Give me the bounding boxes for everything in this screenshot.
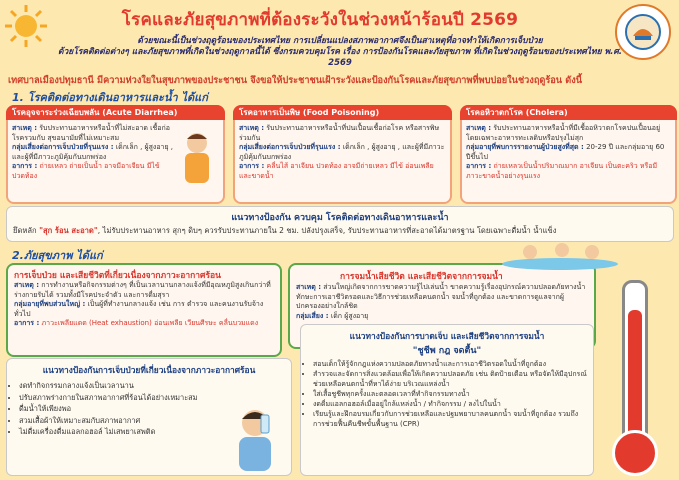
list-item: • ไม่ดื่มเครื่องดื่มแอลกอฮอล์ ไม่เสพยาเสพติด <box>19 426 221 438</box>
cause-text: รับประทานอาหารหรือน้ำที่ปนเปื้อนเชื้อก่อโรค หรือสารพิษร่วมกัน <box>239 124 440 142</box>
symptom-text: ถ่ายเหลวเป็นน้ำปริมาณมาก อาเจียน เป็นตะคริว หรือมีภาวะขาดน้ำอย่างรุนแรง <box>466 162 658 180</box>
person-drinking-water-illustration <box>225 401 285 471</box>
cause-text: รับประทานอาหารหรือน้ำที่ไม่สะอาด เชื้อก่อโรครวมกับ สุขอนามัยที่ไม่เหมาะสม <box>12 124 170 142</box>
symptom-label: อาการ : <box>14 319 40 327</box>
disease-card-diarrhea <box>6 105 225 204</box>
section1-title: 1. โรคติดต่อทางเดินอาหารและน้ำ ได้แก่ <box>12 91 208 104</box>
prevention-drowning-motto: "ชูชีพ กฎ จดตื้น" <box>412 346 482 356</box>
symptom-text: ถ่ายเหลว ถ่ายเป็นน้ำ อาจมีอาเจียน มีไข้ ปวดท้อง <box>12 162 160 180</box>
cause-label: สาเหตุ : <box>296 283 321 291</box>
cause-label: สาเหตุ : <box>14 281 39 289</box>
risk-text: เด็กเล็ก , ผู้สูงอายุ , และผู้ที่มีภาวะภูมิคุ้มกันบกพร่อง <box>239 143 445 161</box>
card-title: โรคอุจจาระร่วงเฉียบพลัน (Acute Diarrhea) <box>6 105 225 120</box>
prevention-food-motto: "สุก ร้อน สะอาด" <box>39 226 98 235</box>
heat-card-title: การเจ็บป่วย และเสียชีวิตที่เกี่ยวเนื่องจากภาวะอากาศร้อน <box>14 271 221 281</box>
symptom-text: คลื่นไส้ อาเจียน ปวดท้อง อาจมีถ่ายเหลว มีไข้ อ่อนเพลีย และขาดน้ำ <box>239 162 434 180</box>
prevention-food-title: แนวทางป้องกัน ควบคุม โรคติดต่อทางเดินอาหารและน้ำ <box>231 213 449 223</box>
cause-label: สาเหตุ : <box>239 124 264 132</box>
list-item: • ใส่เสื้อชูชีพทุกครั้งและตลอดเวลาที่ทำกิจกรรมทางน้ำ <box>313 389 587 399</box>
list-item: • สำรวจและจัดการสิ่งแวดล้อมเพื่อให้เกิดความปลอดภัย เช่น ติดป้ายเตือน หรือจัดให้มีอุปกรณ์ช่วยเหลือคนตกน้ำที่หาได้ง่าย บริเวณแหล่งน้ำ <box>313 369 587 389</box>
thermometer-mercury <box>628 310 642 450</box>
prevention-heat-title: แนวทางป้องกันการเจ็บป่วยที่เกี่ยวเนื่องจากภาวะอากาศร้อน <box>42 365 256 375</box>
drowning-card-title: การจมน้ำเสียชีวิต และเสียชีวิตจากการจมน้ำ <box>340 272 503 282</box>
risk-text: เด็กเล็ก , ผู้สูงอายุ , และผู้ที่มีภาวะภูมิคุ้มกันบกพร่อง <box>12 143 174 161</box>
disease-card-cholera <box>460 105 677 204</box>
intro-line-1: ด้วยขณะนี้เป็นช่วงฤดูร้อนของประเทศไทย การเปลี่ยนแปลงสภาพอากาศจึงเป็นสาเหตุที่อาจทำให้เกิดการเจ็บป่วย <box>137 36 543 46</box>
prevention-food-body: , ไม่รับประทานอาหาร สุกๆ ดิบๆ ควรรับประทานภายใน 2 ชม. ปลังปรุงเสร็จ, รับประทานอาหารที่สะอาดได้มาตรฐาน โดยเฉพาะดื่มน้ำ น้ำแข็ง <box>97 226 557 235</box>
risk-label: กลุ่มเสี่ยง : <box>296 311 329 320</box>
prevention-drowning-box <box>300 324 594 476</box>
list-item: • สอนเด็กให้รู้จักกฎแห่งความปลอดภัยทางน้ำและการเอาชีวิตรอดในน้ำที่ถูกต้อง <box>313 359 587 369</box>
sick-person-illustration <box>175 129 219 189</box>
list-item: • เรียนรู้และฝึกอบรมเกี่ยวกับการช่วยเหลือและปฐมพยาบาลคนตกน้ำ จมน้ำที่ถูกต้อง รวมถึงการช่วยฟื้นคืนชีพขั้นพื้นฐาน (CPR) <box>313 409 587 429</box>
thermometer-illustration <box>604 280 674 476</box>
list-item: • งดทำกิจกรรมกลางแจ้งเป็นเวลานาน <box>19 380 221 392</box>
card-title: โรคอหิวาตกโรค (Cholera) <box>460 105 677 120</box>
risk-label: กลุ่มอายุที่พบการรายงานผู้ป่วยสูงที่สุด : <box>466 143 584 151</box>
risk-text: เด็ก ผู้สูงอายุ <box>330 311 369 320</box>
symptom-label: อาการ : <box>12 162 38 170</box>
risk-label: กลุ่มเสี่ยงต่อการเจ็บป่วยที่รุนแรง : <box>239 143 341 151</box>
card-title: โรคอาหารเป็นพิษ (Food Poisoning) <box>233 105 452 120</box>
section2-title: 2.ภัยสุขภาพ ได้แก่ <box>12 249 103 262</box>
kids-swimming-illustration <box>500 238 620 270</box>
heat-illness-card <box>6 263 282 357</box>
cause-text: รับประทานอาหารหรือน้ำที่มีเชื้ออหิวาตกโรคปนเปื้อนอยู่ โดยเฉพาะอาหารทะเลดิบหรือปรุงไม่สุก <box>466 124 661 142</box>
risk-text: เป็นผู้ที่ทำงานกลางแจ้ง เช่น การ ตำรวจ และคนงานรับจ้างทั่วไป <box>14 300 264 318</box>
risk-label: กลุ่มอายุที่พบส่วนใหญ่ : <box>14 300 86 308</box>
disease-card-food-poisoning <box>233 105 452 204</box>
symptom-label: อาการ : <box>466 162 492 170</box>
page-title: โรคและภัยสุขภาพที่ต้องระวังในช่วงหน้าร้อนปี 2569 <box>121 10 519 30</box>
prevention-drowning-title: แนวทางป้องกันการบาดเจ็บ และเสียชีวิตจากการจมน้ำ <box>349 331 545 341</box>
prevention-heat-box <box>6 358 292 476</box>
sun-icon <box>4 4 48 48</box>
cause-label: สาเหตุ : <box>466 124 491 132</box>
list-item: • งดดื่มแอลกอฮอล์เมื่ออยู่ใกล้แหล่งน้ำ / ทำกิจกรรม / ลงไปในน้ำ <box>313 399 587 409</box>
thermometer-bulb <box>612 430 658 476</box>
intro-text <box>50 36 630 69</box>
risk-label: กลุ่มเสี่ยงต่อการเจ็บป่วยที่รุนแรง : <box>12 143 114 151</box>
intro-line-2: ด้วยโรคติดต่อต่างๆ และภัยสุขภาพที่เกิดในช่วงฤดูกาลนี้ได้ ซึ่งกรมควบคุมโรค เรื่อง การป้องกันโรคและภัยสุขภาพ ที่เกิดในช่วงฤดูร้อนของประเทศไทย พ.ศ. 2569 <box>58 47 622 68</box>
risk-text: 20-29 ปี และกลุ่มอายุ 60 ปีขึ้นไป <box>466 143 665 161</box>
cause-text: ส่วนใหญ่เกิดจากการขาดความรู้ไปเล่นน้ำ ขาดความรู้เรื่องอุปกรณ์ความปลอดภัยทางน้ำ ทักษะการเอาชีวิตรอดและวิธีการช่วยเหลือคนตกน้ำ จมน้ำที่ถูกต้อง และขาดการดูแลจากผู้ปกครองอย่างใกล้ชิด <box>296 283 586 310</box>
list-item: • ดื่มน้ำให้เพียงพอ <box>19 403 221 415</box>
symptom-label: อาการ : <box>239 162 265 170</box>
cause-label: สาเหตุ : <box>12 124 37 132</box>
symptom-text: ภาวะเพลียแดด (Heat exhaustion) อ่อนเพลีย เวียนศีรษะ คลื่นบวมแดง <box>41 319 259 327</box>
cause-text: การทำงานหรือกิจกรรมต่างๆ ที่เป็นเวลานานกลางแจ้งที่มีอุณหภูมิสูงเกินกว่าที่ร่างกายรับได้ รวมทั้งมีโรคประจำตัว และการดื่มสุรา <box>14 281 271 299</box>
prevention-food-box <box>6 206 674 242</box>
list-item: • ปรับสภาพร่างกายในสภาพอากาศที่ร้อนได้อย่างเหมาะสม <box>19 392 221 404</box>
list-item: • สวมเสื้อผ้าให้เหมาะสมกับสภาพอากาศ <box>19 415 221 427</box>
prevention-food-prefix: ยึดหลัก <box>13 226 37 235</box>
subheading: เทศบาลเมืองปทุมธานี มีความห่วงใยในสุขภาพของประชาชน จึงขอให้ประชาชนเฝ้าระวังและป้องกันโรคและภัยสุขภาพที่พบบ่อยในช่วงฤดูร้อน ดังนี้ <box>8 75 583 86</box>
